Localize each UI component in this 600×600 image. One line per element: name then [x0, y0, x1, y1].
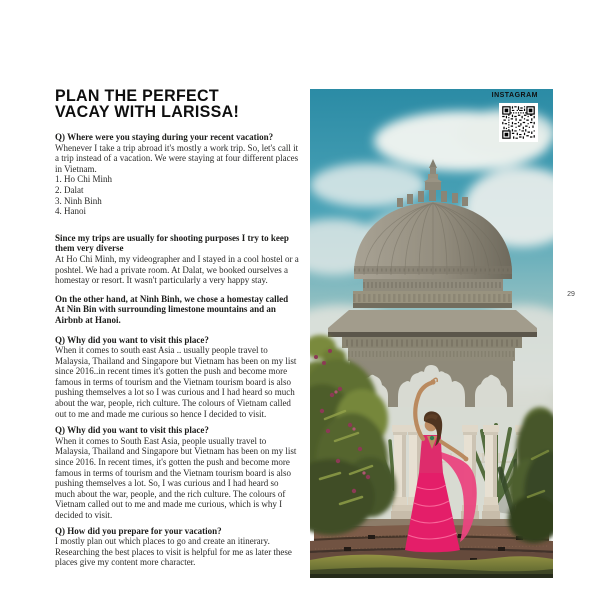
- answer: When it comes to South East Asia, people usually travel to Malaysia, Thailand and Singapore but Vietnam has been on my list since 2016. In recent times, it's gotten the push and become more famous in terms of tourism and the Vietnam tourism board is also pushing themselves a lot. So, I was curious and I had heard so much about the war, people, and the rich culture. The colours of Vietnam called out to me and made me curious, which is why I decided to visit.: [55, 435, 297, 520]
- photo-scene: [310, 89, 553, 578]
- vacation-photo: [310, 89, 553, 578]
- qa-section: [55, 132, 299, 217]
- list-item: 1. Ho Chi Minh: [55, 174, 113, 185]
- qa-section: [55, 335, 299, 420]
- question: Since my trips are usually for shooting purposes I try to keep them very diverse: [55, 232, 289, 254]
- necklace: [430, 436, 434, 440]
- question: Q) Why did you want to visit this place?: [55, 334, 209, 345]
- answer: Whenever I take a trip abroad it's mostly a work trip. So, let's call it a trip instead of a vacation. We were staying at four different places in Vietnam.: [55, 142, 299, 174]
- question: Q) Where were you staying during your recent vacation?: [55, 132, 274, 142]
- qa-section: [55, 526, 299, 568]
- list-item: 2. Dalat: [55, 184, 84, 195]
- article-column: [55, 85, 299, 568]
- list-item: 4. Hanoi: [55, 206, 86, 217]
- qa-section: [55, 233, 299, 286]
- article-title-line2: VACAY WITH LARISSA!: [55, 102, 240, 121]
- qa-section: [55, 425, 299, 520]
- answer: At Ho Chi Minh, my videographer and I stayed in a cool hostel or a poshtel. We had a private room. At Dalat, we booked ourselves a homestay or resort. It wasn't particularly a very happy stay.: [55, 253, 299, 286]
- extended-hand: [464, 457, 469, 462]
- page-number: 29: [567, 291, 575, 298]
- article-title: [55, 85, 299, 120]
- question: On the other hand, at Ninh Binh, we chose a homestay called At Nin Bin with surrounding limestone mountains and an Airbnb at Hanoi.: [55, 293, 289, 325]
- entablature: [353, 279, 512, 308]
- answer: I mostly plan out which places to go and create an itinerary. Researching the best places to visit is helpful for me as later these places give my content more character.: [55, 536, 292, 568]
- instagram-label: INSTAGRAM: [491, 92, 538, 99]
- raised-hand: [430, 379, 435, 384]
- article-title-line1: PLAN THE PERFECT: [55, 87, 219, 106]
- question: Q) Why did you want to visit this place?: [55, 425, 209, 436]
- qr-code-icon: [501, 105, 536, 140]
- qr-code: [499, 103, 538, 142]
- list-item: 3. Ninh Binh: [55, 195, 102, 206]
- chajja-roof: [328, 310, 537, 361]
- question: Q) How did you prepare for your vacation?: [55, 525, 222, 536]
- answer: When it comes to south east Asia .. usually people travel to Malaysia, Thailand and Singapore but Vietnam has been on my list since 2016..in recent times it's gotten the push and become more famous in terms of tourism and the Vietnam tourism board is also pushing themselves a lot so I was curious and I had heard so much about the war, people, rich culture. The colours of Vietnam called out to me and made me curious so hence I decided to visit.: [55, 345, 297, 419]
- qa-section: [55, 294, 299, 326]
